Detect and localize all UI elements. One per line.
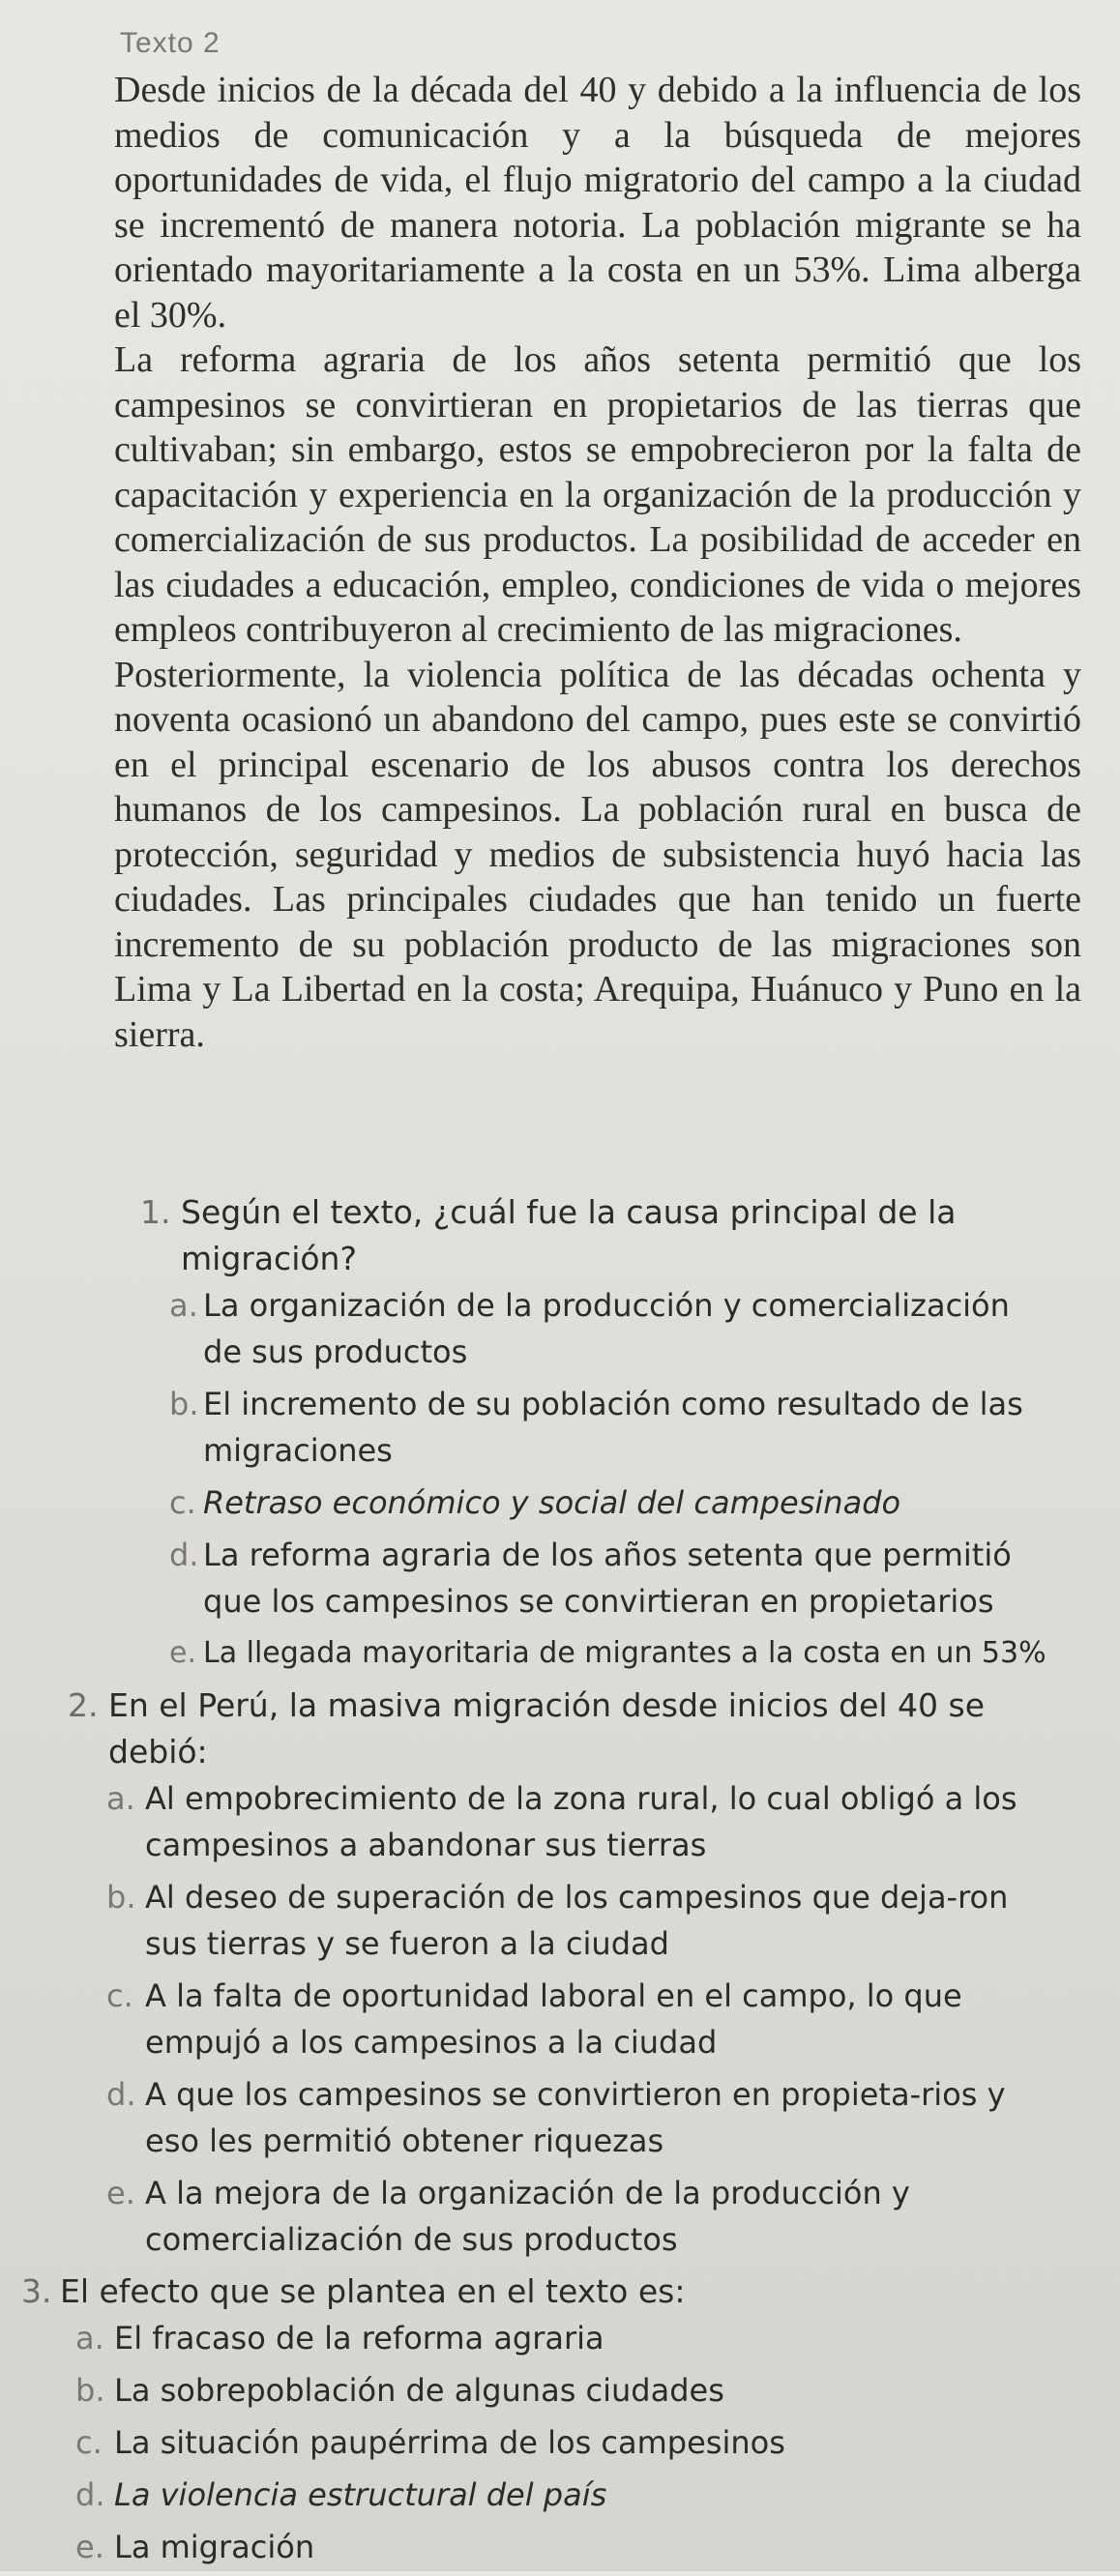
option-text: La situación paupérrima de los campesinos [114, 2424, 785, 2461]
question-number: 1. [140, 1193, 171, 1231]
option-letter: d. [75, 2476, 105, 2513]
paragraph: Desde inicios de la década del 40 y debido a la influencia de los medios de comunicación y a la búsqueda de mejores oportunidades de vida, el flujo migratorio del campo a la ciudad se incrementó de manera notoria. La población migrante se ha orientado mayoritariamente a la costa en un 53%. Lima alberga el 30%. [114, 70, 1081, 336]
option-text: La sobrepoblación de algunas ciudades [114, 2372, 724, 2409]
option-2a[interactable] [0, 1775, 1035, 1868]
option-text: A la mejora de la organización de la producción y comercialización de sus productos [145, 2175, 910, 2258]
option-text: La organización de la producción y comercialización de sus productos [203, 1287, 1010, 1370]
option-3a[interactable] [0, 2315, 1004, 2361]
option-letter: a. [169, 1287, 198, 1324]
option-text: La violencia estructural del país [114, 2476, 607, 2513]
option-text: La migración [114, 2529, 315, 2565]
question-stem: Según el texto, ¿cuál fue la causa principal de la migración? [181, 1193, 957, 1277]
option-text: Al empobrecimiento de la zona rural, lo cual obligó a los campesinos a abandonar sus tierras [145, 1780, 1017, 1863]
option-letter: b. [169, 1386, 199, 1422]
option-3c[interactable] [0, 2419, 1004, 2466]
question-number: 2. [68, 1686, 99, 1724]
option-letter: b. [75, 2372, 105, 2409]
question-stem: En el Perú, la masiva migración desde inicios del 40 se debió: [108, 1686, 986, 1771]
option-text: El fracaso de la reforma agraria [114, 2320, 604, 2356]
option-letter: c. [75, 2424, 103, 2461]
option-letter: a. [75, 2320, 104, 2356]
option-letter: d. [106, 2076, 136, 2113]
option-text: A la falta de oportunidad laboral en el campo, lo que empujó a los campesinos a la ciudad [145, 1977, 962, 2061]
option-3e[interactable] [0, 2524, 1004, 2570]
option-text: Al deseo de superación de los campesinos que deja-ron sus tierras y se fueron a la ciudad [145, 1879, 1009, 1962]
option-text: La llegada mayoritaria de migrantes a la costa en un 53% [203, 1636, 1046, 1670]
paragraph: La reforma agraria de los años setenta permitió que los campesinos se convirtieran en propietarios de las tierras que cultivaban; sin embargo, estos se empobrecieron por la falta de capacitación y experiencia en la organización de la producción y comercialización de sus productos. La posibilidad de acceder en las ciudades a educación, empleo, condiciones de vida o mejores empleos contribuyeron al crecimiento de las migraciones. [114, 339, 1081, 650]
option-2c[interactable] [0, 1973, 1035, 2065]
option-2b[interactable] [0, 1874, 1035, 1967]
option-letter: c. [106, 1977, 133, 2014]
question-2 [0, 1683, 1120, 2263]
option-letter: c. [169, 1484, 196, 1521]
option-3d[interactable] [0, 2472, 1004, 2518]
option-text: El incremento de su población como resultado de las migraciones [203, 1386, 1023, 1469]
reading-passage [114, 68, 1081, 1057]
option-1c[interactable] [0, 1479, 1035, 1526]
question-3 [0, 2269, 1120, 2570]
option-letter: b. [106, 1879, 136, 1916]
option-3b[interactable] [0, 2367, 1004, 2414]
questions-list [0, 1189, 1120, 2576]
option-letter: d. [169, 1537, 199, 1573]
option-letter: e. [75, 2529, 104, 2565]
option-text: La reforma agraria de los años setenta que permitió que los campesinos se convirtieran en propietarios [203, 1537, 1012, 1620]
question-stem: El efecto que se plantea en el texto es: [60, 2272, 686, 2310]
question-1 [0, 1189, 1120, 1677]
option-2d[interactable] [0, 2071, 1035, 2164]
question-number: 3. [21, 2272, 52, 2310]
paragraph: Posteriormente, la violencia política de las décadas ochenta y noventa ocasionó un abandono del campo, pues este se convirtió en el principal escenario de los abusos contra los derechos humanos de los campesinos. La población rural en busca de protección, seguridad y medios de subsistencia huyó hacia las ciudades. Las principales ciudades que han tenido un fuerte incremento de su población producto de las migraciones son Lima y La Libertad en la costa; Arequipa, Huánuco y Puno en la sierra. [114, 654, 1081, 1055]
option-text: A que los campesinos se convirtieron en propieta-rios y eso les permitió obtener riquezas [145, 2076, 1006, 2159]
option-letter: e. [169, 1636, 196, 1670]
option-1e[interactable] [0, 1630, 1054, 1677]
option-1a[interactable] [0, 1282, 1035, 1375]
option-1b[interactable] [0, 1381, 1035, 1474]
option-2e[interactable] [0, 2170, 1035, 2263]
option-text: Retraso económico y social del campesinado [203, 1484, 901, 1521]
option-1d[interactable] [0, 1532, 1035, 1625]
option-letter: e. [106, 2175, 135, 2211]
option-letter: a. [106, 1780, 135, 1817]
text-header: Texto 2 [120, 27, 221, 59]
